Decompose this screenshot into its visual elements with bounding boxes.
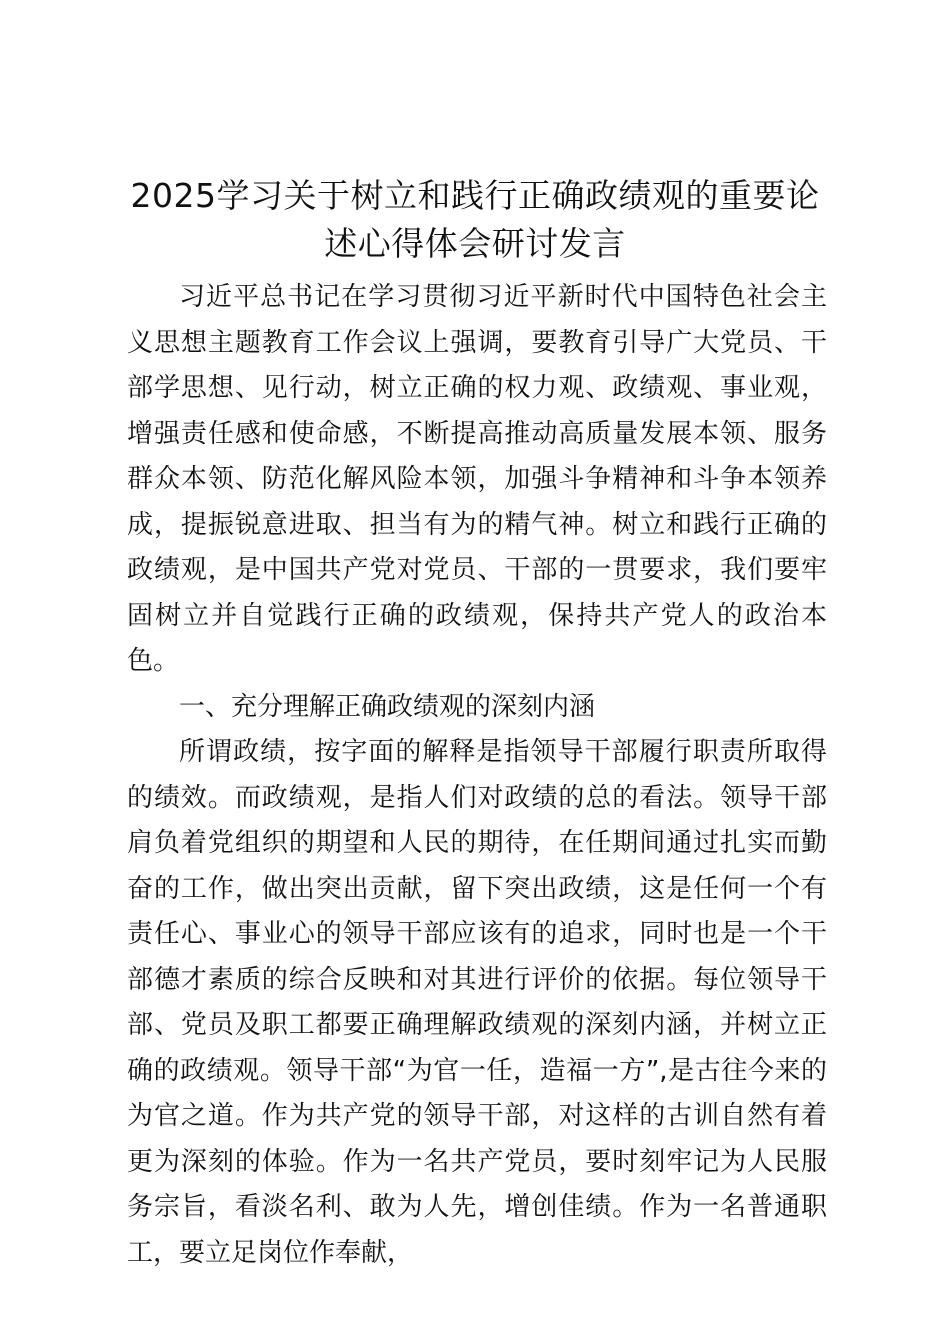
paragraph-intro: 习近平总书记在学习贯彻习近平新时代中国特色社会主义思想主题教育工作会议上强调，要教育引导广大党员、干部学思想、见行动，树立正确的权力观、政绩观、事业观，增强责任感和使命感，不断提高推动高质量发展本领、服务群众本领、防范化解风险本领，加强斗争精神和斗争本领养成，提振锐意进取、担当有为的精气神。树立和践行正确的政绩观，是中国共产党对党员、干部的一贯要求，我们要牢固树立并自觉践行正确的政绩观，保持共产党人的政治本色。	[127, 282, 827, 676]
paragraph-section-1: 所谓政绩，按字面的解释是指领导干部履行职责所取得的绩效。而政绩观，是指人们对政绩的总的看法。领导干部肩负着党组织的期望和人民的期待，在任期间通过扎实而勤奋的工作，做出突出贡献，留下突出政绩，这是任何一个有责任心、事业心的领导干部应该有的追求，同时也是一个干部德才素质的综合反映和对其进行评价的依据。每位领导干部、党员及职工都要正确理解政绩观的深刻内涵，并树立正确的政绩观。领导干部“为官一任，造福一方”,是古往今来的为官之道。作为共产党的领导干部，对这样的古训自然有着更为深刻的体验。作为一名共产党员，要时刻牢记为人民服务宗旨，看淡名利、敢为人先，增创佳绩。作为一名普通职工，要立足岗位作奉献，	[127, 737, 827, 1268]
section-heading-1: 一、充分理解正确政绩观的深刻内涵	[179, 691, 596, 722]
document-body	[127, 275, 827, 1276]
document-title: 2025学习关于树立和践行正确政绩观的重要论述心得体会研讨发言	[130, 176, 820, 263]
